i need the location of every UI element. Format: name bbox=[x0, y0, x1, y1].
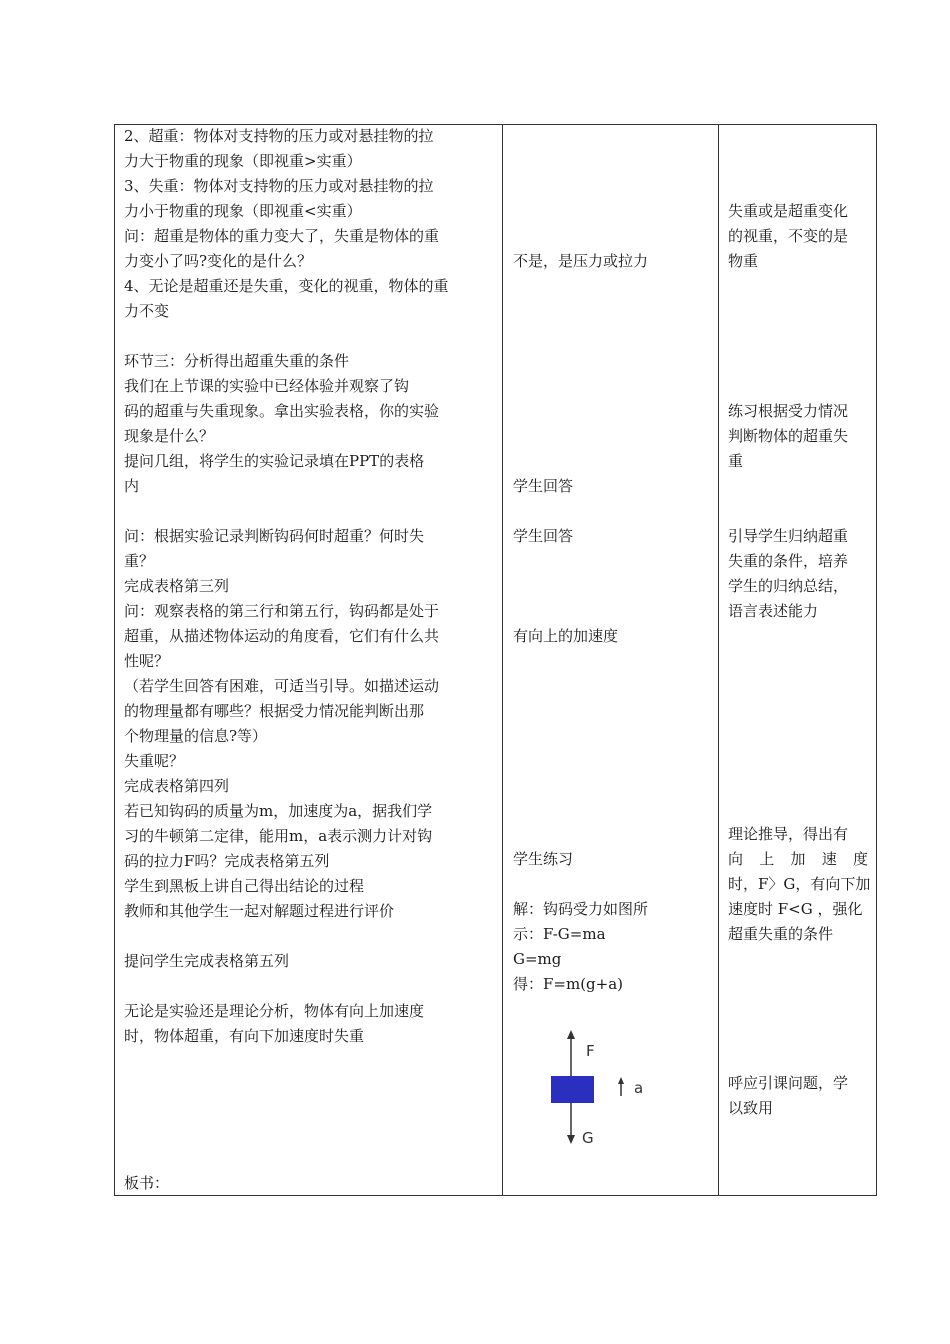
process-line: 超重，从描述物体运动的角度看，它们有什么共 bbox=[124, 627, 440, 645]
process-line: 问：根据实验记录判断钩码何时超重？何时失 bbox=[124, 527, 425, 545]
force-diagram bbox=[540, 1022, 660, 1152]
process-line: 性呢？ bbox=[124, 652, 170, 670]
student-answer: 学生回答 bbox=[513, 527, 574, 545]
process-line: 教师和其他学生一起对解题过程进行评价 bbox=[124, 902, 395, 920]
solution-line: 示：F-G=ma bbox=[513, 925, 606, 943]
force-f-label: F bbox=[586, 1042, 595, 1060]
intent-line: 的视重，不变的是 bbox=[728, 227, 849, 245]
process-line: 码的超重与失重现象。拿出实验表格，你的实验 bbox=[124, 402, 440, 420]
process-line: 完成表格第四列 bbox=[124, 777, 230, 795]
student-answer-acceleration: 有向上的加速度 bbox=[513, 627, 619, 645]
process-line: 4、无论是超重还是失重，变化的视重，物体的重 bbox=[124, 277, 449, 295]
intent-line: 引导学生归纳超重 bbox=[728, 527, 849, 545]
process-line: 问：超重是物体的重力变大了，失重是物体的重 bbox=[124, 227, 440, 245]
force-g-arrowhead bbox=[567, 1135, 575, 1144]
intent-line: 速度时 F<G ，强化 bbox=[728, 900, 863, 918]
acceleration-label: a bbox=[634, 1079, 644, 1097]
intent-line: 失重或是超重变化 bbox=[728, 202, 849, 220]
intent-note bbox=[728, 1071, 848, 1121]
solution-line: 解：钩码受力如图所 bbox=[513, 900, 649, 918]
process-line: 3、失重：物体对支持物的压力或对悬挂物的拉 bbox=[124, 177, 434, 195]
intent-char: 上 bbox=[759, 850, 775, 868]
process-line: 力小于物重的现象（即视重<实重） bbox=[124, 202, 362, 220]
force-g-label: G bbox=[582, 1129, 594, 1147]
intent-char: 速 bbox=[821, 850, 837, 868]
intent-line: 重 bbox=[728, 452, 744, 470]
process-line: 提问几组，将学生的实验记录填在PPT的表格 bbox=[124, 452, 425, 470]
intent-line: 呼应引课问题，学 bbox=[728, 1074, 849, 1092]
intent-line: 语言表述能力 bbox=[728, 602, 819, 620]
intent-line: 判断物体的超重失 bbox=[728, 427, 849, 445]
process-line: 失重呢？ bbox=[124, 752, 185, 770]
intent-line: 以致用 bbox=[728, 1099, 774, 1117]
student-exercise: 学生练习 bbox=[513, 850, 574, 868]
process-line: 内 bbox=[124, 477, 140, 495]
student-answer: 学生回答 bbox=[513, 477, 574, 495]
blackboard-label: 板书： bbox=[124, 1174, 170, 1192]
intent-char: 加 bbox=[790, 850, 806, 868]
process-line: 习的牛顿第二定律，能用m，a表示测力计对钩 bbox=[124, 827, 433, 845]
blank-line bbox=[124, 974, 449, 999]
process-line: 个物理量的信息?等） bbox=[124, 727, 268, 745]
process-line: 码的拉力F吗？完成表格第五列 bbox=[124, 852, 330, 870]
intent-char: 向 bbox=[728, 850, 744, 868]
force-f-arrowhead bbox=[567, 1030, 575, 1039]
process-line: （若学生回答有困难，可适当引导。如描述运动 bbox=[124, 677, 440, 695]
process-line: 提问学生完成表格第五列 bbox=[124, 952, 290, 970]
process-line: 力变小了吗?变化的是什么？ bbox=[124, 252, 313, 270]
intent-line: 物重 bbox=[728, 252, 759, 270]
blank-line bbox=[124, 499, 449, 524]
intent-line-justified bbox=[728, 847, 868, 872]
acceleration-arrowhead bbox=[618, 1077, 624, 1084]
solution-line: G=mg bbox=[513, 950, 562, 968]
process-line: 无论是实验还是理论分析，物体有向上加速度 bbox=[124, 1002, 425, 1020]
process-line: 若已知钩码的质量为m，加速度为a，据我们学 bbox=[124, 802, 433, 820]
intent-note bbox=[728, 822, 871, 947]
solution-line: 得：F=m(g+a) bbox=[513, 975, 624, 993]
intent-char: 度 bbox=[852, 850, 868, 868]
intent-line: 练习根据受力情况 bbox=[728, 402, 849, 420]
intent-line: 时，F〉G，有向下加 bbox=[728, 875, 871, 893]
intent-line: 学生的归纳总结， bbox=[728, 577, 849, 595]
blank-line bbox=[124, 924, 449, 949]
process-line: 现象是什么？ bbox=[124, 427, 215, 445]
process-line: 完成表格第三列 bbox=[124, 577, 230, 595]
process-line: 环节三：分析得出超重失重的条件 bbox=[124, 352, 350, 370]
process-line: 问：观察表格的第三行和第五行，钩码都是处于 bbox=[124, 602, 440, 620]
hook-weight-block bbox=[551, 1076, 594, 1103]
intent-line: 超重失重的条件 bbox=[728, 925, 834, 943]
intent-line: 理论推导，得出有 bbox=[728, 825, 849, 843]
column-divider bbox=[718, 125, 719, 1195]
column-divider bbox=[502, 125, 503, 1195]
solution-block bbox=[513, 897, 648, 997]
teacher-activity-column bbox=[124, 124, 449, 1049]
process-line: 力不变 bbox=[124, 302, 170, 320]
process-line: 2、超重：物体对支持物的压力或对悬挂物的拉 bbox=[124, 127, 434, 145]
process-line: 的物理量都有哪些？根据受力情况能判断出那 bbox=[124, 702, 425, 720]
process-line: 学生到黑板上讲自己得出结论的过程 bbox=[124, 877, 365, 895]
process-line: 重？ bbox=[124, 552, 155, 570]
intent-note bbox=[728, 399, 848, 474]
student-answer-pressure: 不是，是压力或拉力 bbox=[513, 252, 649, 270]
blank-line bbox=[124, 324, 449, 349]
intent-note bbox=[728, 199, 848, 274]
process-line: 力大于物重的现象（即视重>实重） bbox=[124, 152, 362, 170]
process-line: 时，物体超重，有向下加速度时失重 bbox=[124, 1027, 365, 1045]
process-line: 我们在上节课的实验中已经体验并观察了钩 bbox=[124, 377, 410, 395]
intent-note bbox=[728, 524, 848, 624]
intent-line: 失重的条件，培养 bbox=[728, 552, 849, 570]
